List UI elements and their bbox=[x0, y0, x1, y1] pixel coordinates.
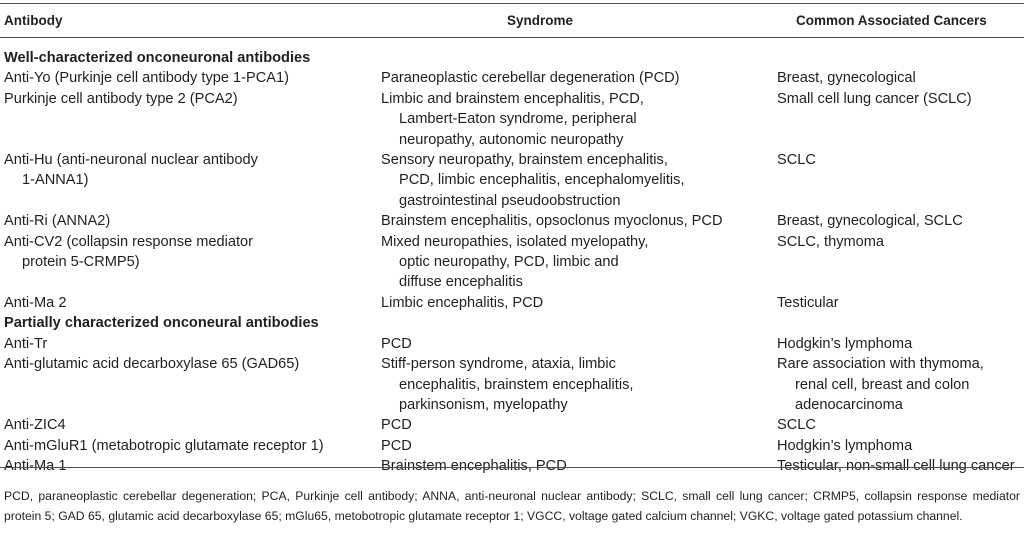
table-row bbox=[0, 211, 1024, 231]
antibody-cell-line: Purkinje cell antibody type 2 (PCA2) bbox=[4, 90, 238, 107]
table-row bbox=[0, 150, 1024, 211]
antibody-cell bbox=[0, 232, 381, 293]
antibody-cell bbox=[0, 354, 381, 415]
syndrome-cell bbox=[381, 415, 777, 435]
cancers-cell-line: SCLC, thymoma bbox=[777, 233, 885, 250]
antibody-cell-line: Anti-Yo (Purkinje cell antibody type 1-PCA1) bbox=[4, 70, 289, 87]
header-cancers: Common Associated Cancers bbox=[796, 13, 987, 28]
antibody-cell bbox=[0, 211, 381, 231]
syndrome-cell-line: diffuse encephalitis bbox=[399, 274, 523, 291]
syndrome-cell-line: PCD bbox=[381, 437, 412, 454]
syndrome-cell-line: Lambert-Eaton syndrome, peripheral bbox=[399, 111, 637, 128]
table-row bbox=[0, 89, 1024, 150]
table-bottom-rule bbox=[0, 467, 1024, 468]
syndrome-cell-line: PCD bbox=[381, 417, 412, 434]
cancers-cell bbox=[777, 415, 1024, 435]
antibody-cell-line: Anti-Tr bbox=[4, 335, 48, 352]
cancers-cell bbox=[777, 436, 1024, 456]
cancers-cell-line: Testicular, non-small cell lung cancer bbox=[777, 458, 1015, 475]
table-body bbox=[0, 48, 1024, 477]
table-row bbox=[0, 415, 1024, 435]
syndrome-cell-line: neuropathy, autonomic neuropathy bbox=[399, 131, 624, 148]
antibody-cell-line: Anti-glutamic acid decarboxylase 65 (GAD65) bbox=[4, 356, 300, 373]
cancers-cell bbox=[777, 211, 1024, 231]
table-row bbox=[0, 354, 1024, 415]
cancers-cell bbox=[777, 354, 1024, 415]
syndrome-cell-line: PCD, limbic encephalitis, encephalomyelitis, bbox=[399, 172, 685, 189]
antibody-cell-line: 1-ANNA1) bbox=[22, 172, 89, 189]
syndrome-cell-line: Paraneoplastic cerebellar degeneration (PCD) bbox=[381, 70, 680, 87]
syndrome-cell-line: Limbic and brainstem encephalitis, PCD, bbox=[381, 90, 644, 107]
cancers-cell bbox=[777, 150, 1024, 211]
syndrome-cell-line: optic neuropathy, PCD, limbic and bbox=[399, 254, 619, 271]
syndrome-cell bbox=[381, 150, 777, 211]
cancers-cell-line: Small cell lung cancer (SCLC) bbox=[777, 90, 972, 107]
cancers-cell-line: Hodgkin’s lymphoma bbox=[777, 335, 913, 352]
syndrome-cell-line: encephalitis, brainstem encephalitis, bbox=[399, 376, 634, 393]
syndrome-cell-line: Limbic encephalitis, PCD bbox=[381, 294, 544, 311]
table-top-rule bbox=[0, 3, 1024, 4]
syndrome-cell-line: Stiff-person syndrome, ataxia, limbic bbox=[381, 356, 616, 373]
syndrome-cell bbox=[381, 89, 777, 150]
antibody-cell bbox=[0, 68, 381, 88]
table-footnote: PCD, paraneoplastic cerebellar degeneration; PCA, Purkinje cell antibody; ANNA, anti-neuronal nuclear antibody; SCLC, small cell lung cancer; CRMP5, collapsin response mediator protein 5; GAD 65, glutamic acid decarboxylase 65; mGlu65, metobotropic glutamate receptor 1; VGCC, voltage gated calcium channel; VGKC, voltage gated potassium channel. bbox=[4, 489, 1020, 523]
table-row bbox=[0, 334, 1024, 354]
syndrome-cell bbox=[381, 68, 777, 88]
cancers-cell-line: renal cell, breast and colon bbox=[795, 376, 970, 393]
cancers-cell-line: Hodgkin’s lymphoma bbox=[777, 437, 913, 454]
syndrome-cell-line: gastrointestinal pseudoobstruction bbox=[399, 192, 621, 209]
table-row bbox=[0, 436, 1024, 456]
antibody-cell bbox=[0, 334, 381, 354]
antibody-cell-line: Anti-mGluR1 (metabotropic glutamate receptor 1) bbox=[4, 437, 324, 454]
antibody-cell bbox=[0, 89, 381, 150]
antibody-cell-line: Anti-Ma 1 bbox=[4, 458, 67, 475]
syndrome-cell bbox=[381, 293, 777, 313]
syndrome-cell-line: Brainstem encephalitis, PCD bbox=[381, 458, 567, 475]
cancers-cell bbox=[777, 68, 1024, 88]
cancers-cell-line: SCLC bbox=[777, 417, 816, 434]
cancers-cell bbox=[777, 293, 1024, 313]
cancers-cell-line: Breast, gynecological bbox=[777, 70, 916, 87]
antibody-cell-line: Anti-Ri (ANNA2) bbox=[4, 213, 111, 230]
syndrome-cell bbox=[381, 334, 777, 354]
antibody-cell-line: Anti-CV2 (collapsin response mediator bbox=[4, 233, 254, 250]
cancers-cell-line: Rare association with thymoma, bbox=[777, 356, 984, 373]
cancers-cell-line: Breast, gynecological, SCLC bbox=[777, 213, 963, 230]
antibody-cell bbox=[0, 293, 381, 313]
antibody-cell-line: Anti-Hu (anti-neuronal nuclear antibody bbox=[4, 152, 258, 169]
table-row bbox=[0, 232, 1024, 293]
section-heading: Well-characterized onconeuronal antibodies bbox=[4, 50, 311, 66]
syndrome-cell bbox=[381, 354, 777, 415]
antibody-cell bbox=[0, 436, 381, 456]
table-row bbox=[0, 293, 1024, 313]
antibody-cell bbox=[0, 415, 381, 435]
header-syndrome: Syndrome bbox=[507, 13, 574, 28]
table-row bbox=[0, 68, 1024, 88]
header-rule bbox=[0, 37, 1024, 38]
cancers-cell bbox=[777, 232, 1024, 293]
syndrome-cell-line: Brainstem encephalitis, opsoclonus myoclonus, PCD bbox=[381, 213, 723, 230]
syndrome-cell bbox=[381, 232, 777, 293]
antibody-cell bbox=[0, 150, 381, 211]
section-heading: Partially characterized onconeural antibodies bbox=[4, 315, 319, 332]
header-antibody: Antibody bbox=[4, 13, 63, 28]
cancers-cell-line: SCLC bbox=[777, 152, 816, 169]
antibody-cell-line: Anti-Ma 2 bbox=[4, 294, 67, 311]
cancers-cell bbox=[777, 89, 1024, 150]
antibody-cell-line: protein 5-CRMP5) bbox=[22, 254, 140, 271]
cancers-cell bbox=[777, 334, 1024, 354]
syndrome-cell bbox=[381, 436, 777, 456]
cancers-cell-line: adenocarcinoma bbox=[795, 396, 903, 413]
syndrome-cell bbox=[381, 211, 777, 231]
antibody-cell-line: Anti-ZIC4 bbox=[4, 417, 66, 434]
syndrome-cell-line: parkinsonism, myelopathy bbox=[399, 396, 568, 413]
cancers-cell-line: Testicular bbox=[777, 294, 839, 311]
syndrome-cell-line: PCD bbox=[381, 335, 412, 352]
syndrome-cell-line: Mixed neuropathies, isolated myelopathy, bbox=[381, 233, 649, 250]
syndrome-cell-line: Sensory neuropathy, brainstem encephalitis, bbox=[381, 152, 668, 169]
